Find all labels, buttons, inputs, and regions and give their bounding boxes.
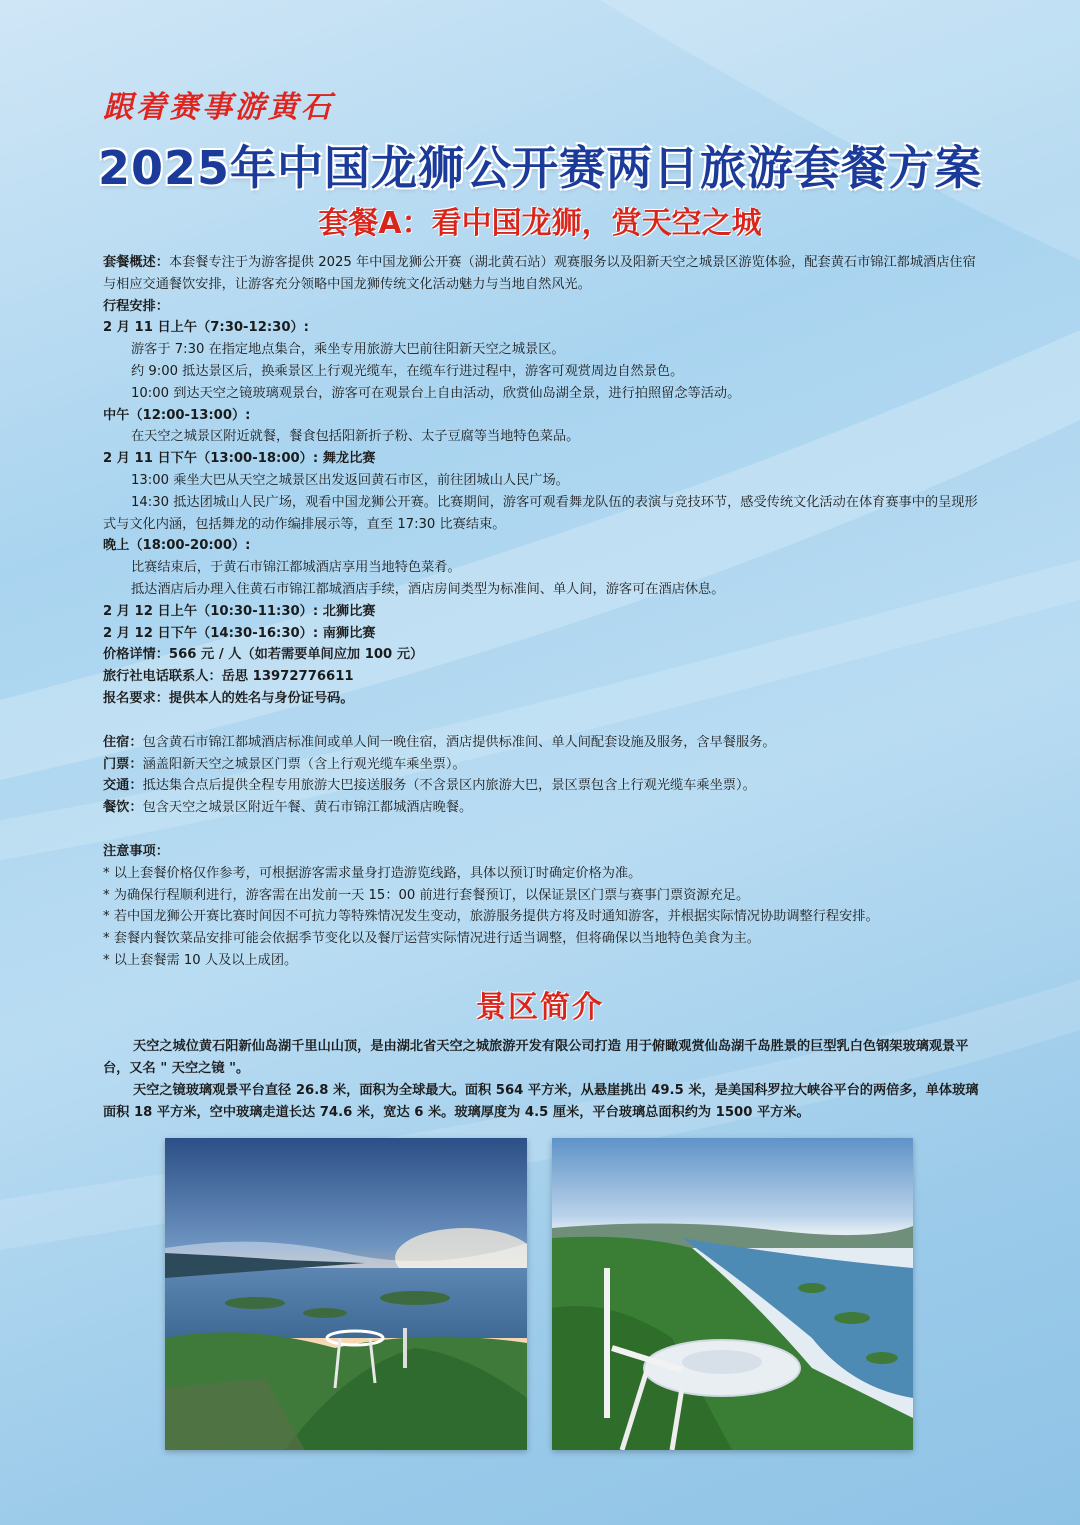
list-item: 抵达酒店后办理入住黄石市锦江都城酒店手续，酒店房间类型为标准间、单人间，游客可在酒店休息。: [131, 581, 725, 597]
service-accommodation: 住宿：包含黄石市锦江都城酒店标准间或单人间一晚住宿，酒店提供标准间、单人间配套设施及服务，含早餐服务。: [103, 734, 776, 750]
notes-heading: 注意事项：: [103, 843, 169, 859]
service-tickets: 门票：涵盖阳新天空之城景区门票（含上行观光缆车乘坐票）。: [103, 756, 466, 772]
itinerary-heading: 行程安排：: [103, 298, 169, 314]
note-item: * 套餐内餐饮菜品安排可能会依据季节变化以及餐厅运营实际情况进行适当调整，但将确保以当地特色美食为主。: [103, 931, 760, 947]
note-item: * 为确保行程顺利进行，游客需在出发前一天 15：00 前进行套餐预订，以保证景区门票与赛事门票资源充足。: [103, 887, 750, 903]
package-details: [103, 252, 980, 972]
day2-morning: 2 月 12 日上午（10:30-11:30）: 北狮比赛: [103, 603, 376, 619]
tagline: 跟着赛事游黄石: [103, 90, 334, 125]
list-item: 在天空之城景区附近就餐，餐食包括阳新折子粉、太子豆腐等当地特色菜品。: [131, 429, 580, 445]
list-item: 14:30 抵达团城山人民广场，观看中国龙狮公开赛。比赛期间，游客可观看舞龙队伍的表演与竞技环节，感受传统文化活动在体育赛事中的呈现形式与文化内涵，包括舞龙的动作编排展示等，直至 17:30 比赛结束。: [103, 494, 978, 532]
page-title: 2025年中国龙狮公开赛两日旅游套餐方案: [97, 141, 983, 195]
list-item: 比赛结束后，于黄石市锦江都城酒店享用当地特色菜肴。: [131, 560, 461, 576]
overview-paragraph: [103, 252, 980, 296]
service-transport: 交通：抵达集合点后提供全程专用旅游大巴接送服务（不含景区内旅游大巴，景区票包含上行观光缆车乘坐票）。: [103, 778, 756, 794]
afternoon-title: 2 月 11 日下午（13:00-18:00）: 舞龙比赛: [103, 451, 376, 467]
list-item: 13:00 乘坐大巴从天空之城景区出发返回黄石市区，前往团城山人民广场。: [131, 472, 569, 488]
scenic-intro: [103, 1036, 980, 1124]
price-details: 价格详情：566 元 / 人（如若需要单间应加 100 元）: [103, 647, 424, 663]
noon-title: 中午（12:00-13:00）:: [103, 407, 251, 423]
package-subtitle: 套餐A：看中国龙狮，赏天空之城: [318, 206, 762, 241]
scenic-photo-platform: [552, 1138, 913, 1450]
scenic-paragraph: 天空之城位黄石阳新仙岛湖千里山山顶，是由湖北省天空之城旅游开发有限公司打造 用于俯瞰观赏仙岛湖千岛胜景的巨型乳白色钢架玻璃观景平台，又名 " 天空之镜 "。: [103, 1039, 969, 1076]
scenic-paragraph: 天空之镜玻璃观景平台直径 26.8 米，面积为全球最大。面积 564 平方米，从悬崖挑出 49.5 米，是美国科罗拉大峡谷平台的两倍多，单体玻璃面积 18 平方米，空中玻璃走道长达 74.6 米，宽达 6 米。玻璃厚度为 4.5 厘米，平台玻璃总面积约为 1500 平方米。: [103, 1083, 979, 1120]
evening-title: 晚上（18:00-20:00）:: [103, 538, 251, 554]
list-item: 游客于 7:30 在指定地点集合，乘坐专用旅游大巴前往阳新天空之城景区。: [131, 342, 565, 358]
overview-text: 本套餐专注于为游客提供 2025 年中国龙狮公开赛（湖北黄石站）观赛服务以及阳新天空之城景区游览体验，配套黄石市锦江都城酒店住宿与相应交通餐饮安排，让游客充分领略中国龙狮传统文化活动魅力与当地自然风光。: [103, 255, 976, 292]
notes-section: [103, 841, 980, 972]
overview-label: 套餐概述：: [103, 255, 169, 270]
note-item: * 以上套餐需 10 人及以上成团。: [103, 952, 298, 968]
note-item: * 若中国龙狮公开赛比赛时间因不可抗力等特殊情况发生变动，旅游服务提供方将及时通知游客，并根据实际情况协助调整行程安排。: [103, 909, 879, 925]
morning-title: 2 月 11 日上午（7:30-12:30）:: [103, 320, 309, 336]
list-item: 约 9:00 抵达景区后，换乘景区上行观光缆车，在缆车行进过程中，游客可观赏周边自然景色。: [131, 363, 684, 379]
scenic-photo-sunset: [165, 1138, 527, 1450]
signup-requirement: 报名要求：提供本人的姓名与身份证号码。: [103, 690, 354, 706]
service-meals: 餐饮：包含天空之城景区附近午餐、黄石市锦江都城酒店晚餐。: [103, 800, 473, 816]
day2-afternoon: 2 月 12 日下午（14:30-16:30）: 南狮比赛: [103, 625, 376, 641]
contact-info: 旅行社电话联系人：岳思 13972776611: [103, 669, 354, 685]
note-item: * 以上套餐价格仅作参考，可根据游客需求量身打造游览线路，具体以预订时确定价格为准。: [103, 865, 642, 881]
list-item: 10:00 到达天空之镜玻璃观景台，游客可在观景台上自由活动，欣赏仙岛湖全景，进行拍照留念等活动。: [131, 385, 741, 401]
scenic-section-title: 景区简介: [476, 990, 604, 1025]
